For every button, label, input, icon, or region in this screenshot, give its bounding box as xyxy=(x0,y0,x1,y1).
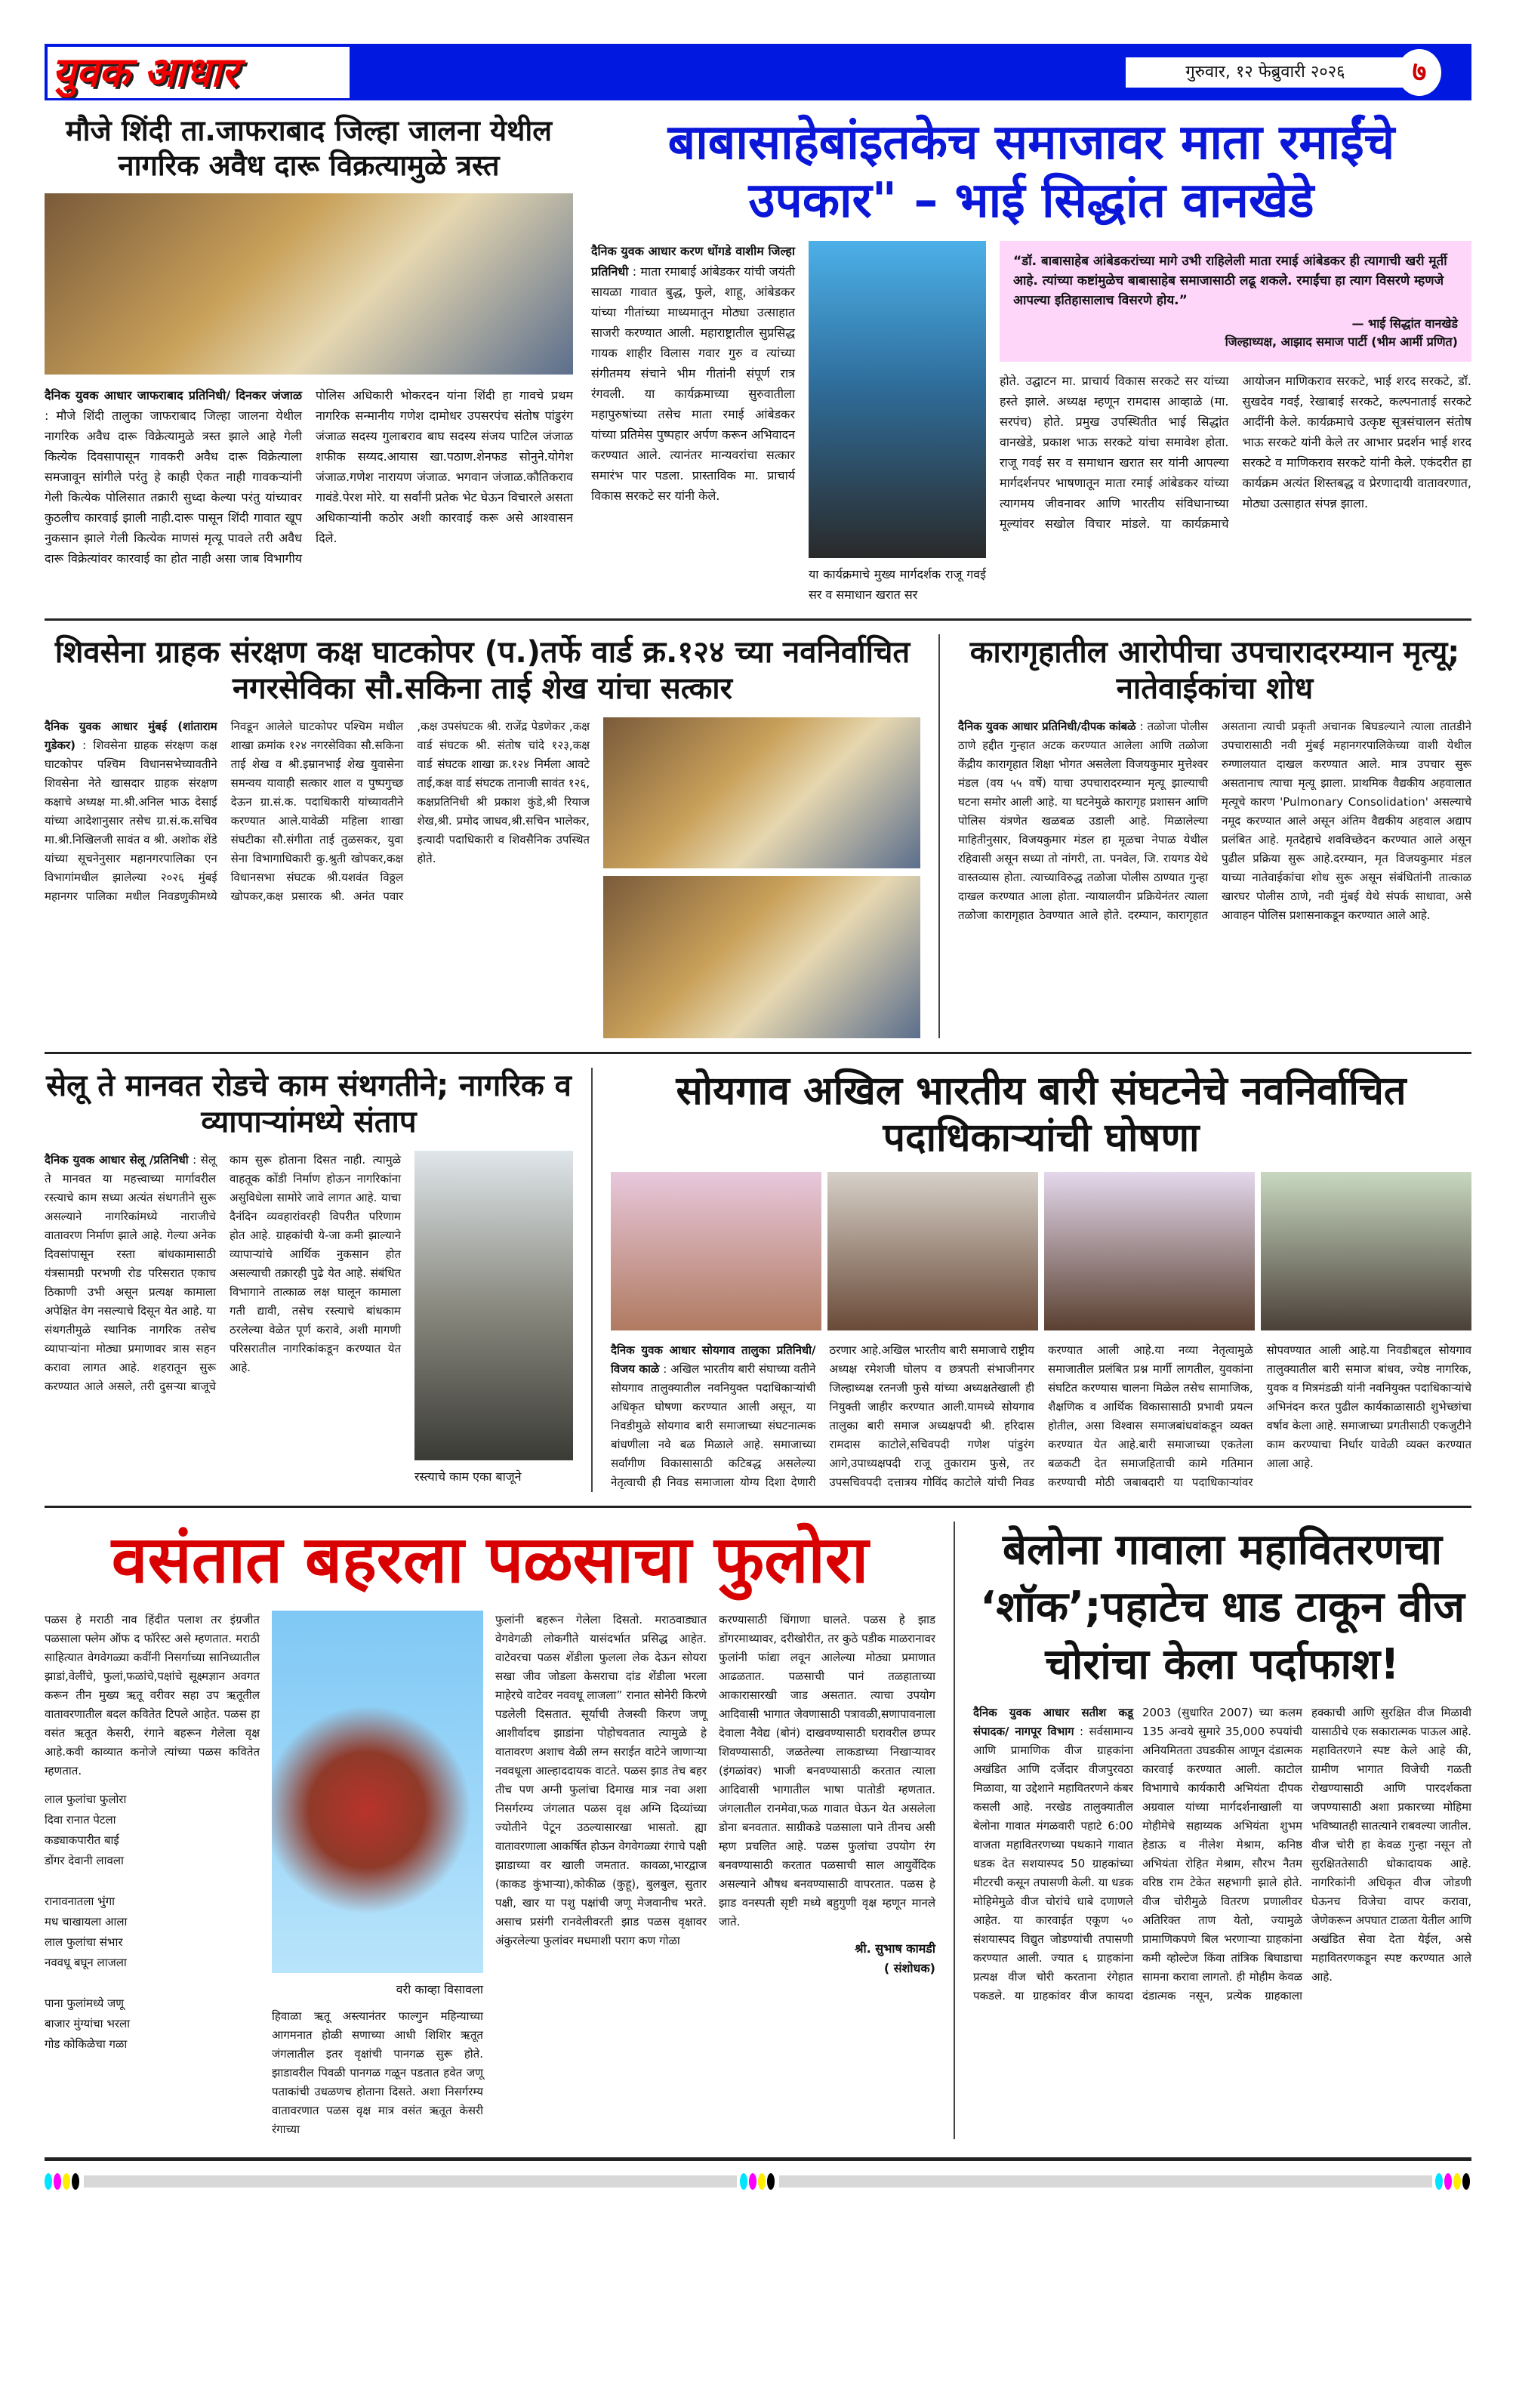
poem-line: पाना फुलांमध्ये जणू xyxy=(45,1996,125,2010)
article-body: हिवाळा ऋतू अस्त्यानंतर फाल्गुन महिन्याच्या आगमनात होळी सणाच्या आधी शिशिर ऋतूत जंगलातील इतर वृक्षांची पानगळ सुरू होते. झाडावरील पिवळी पानगळ गळून पडतात हवेत जणू पताकांची उधळणच होताना दिसते. अशा निसर्गरम्य वातावरणात पळस वृक्ष मात्र वसंत ऋतूत केसरी रंगाच्या xyxy=(272,2009,483,2136)
poem-line: रानावनातला भुंगा xyxy=(45,1894,116,1908)
article-photo xyxy=(603,717,920,868)
section-row xyxy=(45,634,1471,1038)
article-body xyxy=(591,241,795,506)
poem-line: लाल फुलांचा फुलोरा xyxy=(45,1792,127,1806)
column xyxy=(272,1611,483,2139)
newspaper-page xyxy=(45,0,1471,2214)
portrait-photo xyxy=(611,1172,821,1330)
article-text: या कार्यक्रमाचे आयोजन माणिकराव सरकटे, भाई शरद सरकटे, डॉ. सुखदेव गवई, रेखाबाई सरकटे, कल्पनाताई सरकटे आदींनी केले. कार्यक्रमाचे उत्कृष्ट सूत्रसंचालन संतोष भाऊ सरकटे यांनी केले तर आभार प्रदर्शन भाई शरद सरकटे व माणिकराव सरकटे यांनी केले. एकंदरीत हा कार्यक्रम अत्यंत शिस्तबद्ध व प्रेरणादायी वातावरणात, मोठ्या उत्साहात संपन्न झाला. xyxy=(1160,373,1471,531)
article-text: : शिवसेना ग्राहक संरक्षण कक्ष घाटकोपर पश्चिम विधानसभेच्यावतीने शिवसेना नेते खासदार ग्राहक संरक्षण कक्षाचे अध्यक्ष मा.श्री.अनिल भाऊ देसाई यांच्या आदेशानुसार तसेच ग्रा.सं.क.सचिव मा.श्री.निखिलजी सावंत व श्री. अशोक शेंडे यांच्या सूचनेनुसार महानगरपालिका एन विभागांमधील झालेल्या २०२६ मुंबई महानगर पालिका मधील निवडणुकीमध्ये निवडून आलेले घाटकोपर पश्चिम मधील शाखा क्रमांक १२४ नगरसेविका सौ.सकिना ताई शेख व श्री.इम्रानभाई शेख युवासेना समन्वय यावाही सत्कार शाल व पुष्पगुच्छ देऊन ग्रा.सं.क. पदाधिकारी यांच्यावतीने करण्यात आले.यावेळी महिला शाखा संघटीका सौ.संगीता ताई तुळसकर, युवा सेना विभागाधिकारी कु.श्रुती खोपकर,कक्ष विधानसभा संघटक श्री.यशवंत विठ्ठल खोपकर,कक्ष प्रसारक श्री. अनंत पवार ,कक्ष उपसंघटक श्री. राजेंद्र पेडणेकर ,कक्ष वार्ड संघटक श्री. संतोष चांदे १२३,कक्ष वार्ड संघटक शाखा क्र.१२४ निर्मला आवटे ताई,कक्ष वार्ड संघटक तानाजी सावंत १२६, कक्षप्रतिनिधी श्री प्रकाश कुंडे,श्री रियाज शेख,श्री. प्रमोद जाधव,श्री.सचिन भालेकर, इत्यादी पदाधिकारी व शिवसैनिक उपस्थित होते. xyxy=(45,719,590,903)
portrait-row xyxy=(611,1172,1471,1330)
photo-caption: या कार्यक्रमाचे मुख्य मार्गदर्शक राजू गवई सर व समाधान खरात सर xyxy=(809,566,986,602)
poem-line: नववधू बघून लाजला xyxy=(45,1955,127,1969)
section-row xyxy=(45,1522,1471,2138)
author-name: श्री. सुभाष कामडी xyxy=(855,1941,935,1956)
article-text: : सर्वसामान्य आणि प्रामाणिक वीज ग्राहकांना अखंडित आणि दर्जेदार वीजपुरवठा मिळावा, या उद्देशाने महावितरणने कंबर कसली आहे. नरखेड तालुक्यातील बेलोना गावात मंगळवारी पहाटे 6:00 वाजता महावितरणच्या पथकाने गावात धडक देत सशयास्पद 50 ग्राहकांच्या मीटरची कसून तपासणी केली. या धडक मोहिमेमुळे वीज चोरांचे धाबे दणाणले आहेत. या कारवाईत एकूण ५० संशयास्पद विद्युत जोडण्यांची तपासणी करण्यात आली. ज्यात ६ ग्राहकांना प्रत्यक्ष वीज चोरी करताना रंगेहात पकडले. या ग्राहकांवर वीज कायदा 2003 (सुधारित 2007) च्या कलम 135 अन्वये सुमारे 35,000 रुपयांची अनियमितता उघडकीस आणून दंडात्मक कारवाई करण्यात आली. काटोल विभागाचे कार्यकारी अभियंता दीपक अग्रवाल यांच्या मार्गदर्शनाखाली या मोहीमेचे सहाय्यक अभियंता शुभम हेडाऊ व नीलेश मेश्राम, कनिष्ठ अभियंता रोहित मेश्राम, सौरभ नैतम वरिष्ठ राम टेकेत सहभागी झाले होते. वीज चोरीमुळे वितरण प्रणालीवर अतिरिक्त ताण येतो, ज्यामुळे प्रामाणिकपणे बिल भरणाऱ्या ग्राहकांना कमी व्होल्टेज किंवा तांत्रिक बिघाडाचा सामना करावा लागतो. ही मोहीम केवळ दंडात्मक नसून, प्रत्येक ग्राहकाला हक्काची आणि सुरक्षित वीज मिळावी यासाठीचे एक सकारात्मक पाऊल आहे. महावितरणने स्पष्ट केले आहे की, ग्रामीण भागात विजेची गळती रोखण्यासाठी आणि पारदर्शकता जपण्यासाठी अशा प्रकारच्या मोहिमा भविष्यातही सातत्याने राबवल्या जातील. वीज चोरी हा केवळ गुन्हा नसून तो सुरक्षिततेसाठी धोकादायक आहे. नागरिकांनी अधिकृत वीज जोडणी घेऊनच विजेचा वापर करावा, जेणेकरून अपघात टाळता येतील आणि अखंडित सेवा देता येईल, असे महावितरणकडून स्पष्ट करण्यात आले आहे. xyxy=(973,1706,1471,2003)
article-headline: वसंतात बहरला पळसाचा फुलोरा xyxy=(111,1522,869,1599)
article-ramai xyxy=(591,114,1471,605)
column-rule xyxy=(954,1522,955,2138)
poem-line: कड्याकपारीत बाई xyxy=(45,1833,119,1847)
divider xyxy=(45,618,1471,621)
divider xyxy=(45,1052,1471,1054)
section-row xyxy=(45,114,1471,605)
article-body: करण्यासाठी धिंगाणा घालते. पळस हे झाड डोंगरमाथ्यावर, दरीखोरीत, तर कुठे पडीक माळरानावर फुलांनी फांद्या लवून आलेल्या मोठ्या प्रमाणात आढळतात. पळसाची पानं तळहाताच्या आकारासारखी जाड असतात. त्याचा उपयोग आदिवासी भागात जेवणासाठी पत्रावळी,सणापावनाला देवाला नैवेद्य (बोनं) दाखवण्यासाठी घरावरील छप्पर शिवण्यासाठी, जळतेल्या लाकडाच्या निखाऱ्यावर (इंगळांवर) भाजी बनवण्यासाठी करतात त्याला आदिवासी भागातील भाषा पातोडी म्हणतात. जंगलातील रानमेवा,फळ गावात घेऊन येत असलेला डोना बनवतात. साग्रीकडे पळसाला पाने तीनच असी म्हण प्रचलित आहे. पळस फुलांचा उपयोग रंग बनवण्यासाठी करतात पळसाची साल आयुर्वेदिक असल्याने औषध बनवण्यासाठी वापरतात. पळस हे झाड वनस्पती सृष्टी मध्ये बहुगुणी वृक्ष म्हणून मानले जाते. xyxy=(719,1612,935,1929)
article-body xyxy=(1000,371,1471,534)
article-text: : अखिल भारतीय बारी संघाच्या वतीने सोयगाव तालुक्यातील नवनियुक्त पदाधिकाऱ्यांची अधिकृत घोषणा करण्यात आली असून, या निवडीमुळे सोयगाव बारी समाजाच्या संघटनात्मक बांधणीला नवे बळ मिळाले आहे. समाजाच्या सर्वांगीण विकासासाठी कटिबद्ध असलेल्या नेतृत्वाची ही निवड समाजाला योग्य दिशा देणारी ठरणार आहे.अखिल भारतीय बारी समाजाचे राष्ट्रीय अध्यक्ष रमेशजी घोलप व छत्रपती संभाजीनगर जिल्हाध्यक्ष रतनजी फुसे यांच्या अध्यक्षतेखाली ही नियुक्ती जाहीर करण्यात आली.यामध्ये सोयगाव तालुका बारी समाज अध्यक्षपदी श्री. हरिदास रामदास काटोले,सचिवपदी गणेश पांडुरंग आगे,उपाध्यक्षपदी राजू तुकाराम फुसे, तर उपसचिवपदी दत्तात्रय गोविंद काटोले यांची निवड करण्यात आली आहे.या नव्या नेतृत्वामुळे समाजातील प्रलंबित प्रश्न मार्गी लागतील, युवकांना संघटित करण्यास चालना मिळेल तसेच सामाजिक, शैक्षणिक व आर्थिक विकासासाठी प्रभावी प्रयत्न होतील, असा विश्वास समाजबांधवांकडून व्यक्त करण्यात येत आहे.बारी समाजाच्या एकतेला बळकटी देत समाजहिताची कामे गतिमान करण्याची मोठी जबाबदारी या पदाधिकाऱ्यांवर सोपवण्यात आली आहे.या निवडीबद्दल सोयगाव तालुक्यातील बारी समाज बांधव, ज्येष्ठ नागरिक, युवक व मित्रमंडळी यांनी नवनियुक्त पदाधिकाऱ्यांचे अभिनंदन करत पुढील कार्यकाळासाठी शुभेच्छांचा वर्षाव केला आहे. समाजाच्या प्रगतीसाठी एकजुटीने काम करण्याचा निर्धार यावेळी व्यक्त करण्यात आला आहे. xyxy=(611,1343,1471,1490)
author-role: ( संशोधक) xyxy=(883,1960,935,1975)
byline: दैनिक युवक आधार प्रतिनिधी/दीपक कांबळे xyxy=(958,719,1136,733)
divider xyxy=(45,1506,1471,1508)
article-shindi xyxy=(45,114,573,569)
photo-block xyxy=(414,1151,573,1487)
poem-line: मध चाखायला आला xyxy=(45,1914,128,1929)
byline: दैनिक युवक आधार मुंबई (शांताराम गुडेकर) xyxy=(45,719,217,752)
article-columns xyxy=(45,1611,935,2139)
article-headline: मौजे शिंदी ता.जाफराबाद जिल्हा जालना येथील नागरिक अवैध दारू विक्रत्यामुळे त्रस्त xyxy=(65,114,553,182)
photo-caption: रस्त्याचे काम एका बाजूने xyxy=(414,1469,522,1484)
article-text: : तळोजा पोलीस ठाणे हद्दीत गुन्हात अटक करण्यात आलेला आणि तळोजा केंद्रीय कारागृहात शिक्षा भोगत असलेला विजयकुमार मुत्तेश्वर मंडल (वय ५५ वर्षे) याचा उपचारादरम्यान मृत्यू झाल्याची घटना समोर आली आहे. या घटनेमुळे कारागृह प्रशासन आणि पोलिस यंत्रणेत खळबळ उडाली आहे. मिळालेल्या माहितीनुसार, विजयकुमार मंडल हा मूळचा नेपाळ येथील रहिवासी असून सध्या तो नांगरी, ता. पनवेल, जि. रायगड येथे वास्तव्यास होता. त्याच्याविरुद्ध तळोजा पोलीस ठाण्यात गुन्हा दाखल करण्यात आला होता. न्यायालयीन प्रक्रियेनंतर त्याला तळोजा कारागृहात ठेवण्यात आले होते. दरम्यान, कारागृहात असताना त्याची प्रकृती अचानक बिघडल्याने त्याला तातडीने उपचारासाठी नवी मुंबई महानगरपालिकेच्या वाशी येथील रुग्णालयात दाखल करण्यात आले. मात्र उपचार सुरू असतानाच त्याचा मृत्यू झाला. प्राथमिक वैद्यकीय अहवालात मृत्यूचे कारण 'Pulmonary Consolidation' असल्याचे नमूद करण्यात आले असून अंतिम वैद्यकीय अहवाल अद्याप प्रलंबित आहे. मृतदेहाचे शवविच्छेदन करण्यात आले असून पुढील प्रक्रिया सुरू आहे.दरम्यान, मृत विजयकुमार मंडल याच्या नातेवाईकांचा शोध सुरू असून संबंधितांनी तात्काळ खारघर पोलीस ठाणे, नवी मुंबई येथे संपर्क साधावा, असे आवाहन पोलिस प्रशासनाकडून करण्यात आले आहे. xyxy=(958,719,1471,922)
masthead-bar xyxy=(45,44,1471,100)
article-body xyxy=(958,717,1471,925)
poem-line: बाजार मुंग्यांचा भरला xyxy=(45,2016,131,2030)
photo-stack xyxy=(603,717,920,1038)
article-headline: सोयगाव अखिल भारतीय बारी संघटनेचे नवनिर्वाचित पदाधिकाऱ्यांची घोषणा xyxy=(676,1068,1407,1161)
poem-line: दिवा रानात पेटला xyxy=(45,1812,116,1827)
byline: दैनिक युवक आधार सेलू /प्रतिनिधी xyxy=(45,1152,189,1167)
photo-block xyxy=(809,241,986,605)
article-body: पळस हे मराठी नाव हिंदीत पलाश तर इंग्रजीत पळसाला फ्लेम ऑफ द फॉरेस्ट असे म्हणतात. मराठी साहित्यात वेगवेगळ्या कवींनी निसर्गाच्या सानिध्यातील झाडां,वेलींचे, फुलां,फळांचे,पक्षांचे सूक्ष्मज्ञान अवगत करून तीन मुख्य ऋतू वरीवर सहा उप ऋतूतील वातावरणातील बदल कवितेत टिपले आहेत. पळस हा वसंत ऋतूत केसरी, रंगाने बहरून गेलेला वृक्ष आहे.कवी काव्यात कनोजे त्यांच्या पळस कवितेत म्हणतात. xyxy=(45,1612,260,1777)
article-headline: सेलू ते मानवत रोडचे काम संथगतीने; नागरिक व व्यापाऱ्यांमध्ये संताप xyxy=(46,1068,572,1139)
footer-rule xyxy=(45,2157,1471,2161)
road-work-photo xyxy=(414,1151,573,1460)
article-text: : मौजे शिंदी तालुका जाफराबाद जिल्हा जालना येथील नागरिक अवैध दारू विक्रेत्यामुळे त्रस्त झाले आहे गेली कित्येक दिवसापासून गावकरी अवैध दारू विक्रेत्याला समजावून सांगीले परंतु हे काही ऐकत नाही गावकऱ्यांनी गेली कित्येक पोलिसात तक्रारी सुध्दा केल्या परंतु यांच्यावर कुठलीच कारवाई झाली नाही.दारू पासून शिंदी गावात खूप नुकसान झाले गेली कित्येक माणसं मृत्यू पावले तरी अवैध दारू विक्रेत्यांवर कारवाई का होत नाही असा जाब विभागीय पोलिस अधिकारी भोकरदन यांना शिंदी हा गावचे प्रथम नागरिक सन्मानीय गणेश दामोधर उपसरपंच संतोष पांडुरंग जंजाळ सदस्य गुलाबराव बाघ सदस्य संजय पाटिल जंजाळ शफीक सय्यद.आयास खा.पठाण.शेनफड सोनुने.योगेश जंजाळ.गणेश नारायण जंजाळ. भगवान जंजाळ.कौतिकराव गावंडे.पेरश मोरे. या सर्वांनी प्रतेक भेट घेऊन विचारले असता अधिकाऱ्यांनी कठोर अशी कारवाई करू असे आश्वासन दिले. xyxy=(45,388,573,566)
article-photo xyxy=(603,876,920,1038)
author xyxy=(719,1939,935,1978)
article-bari xyxy=(611,1068,1471,1493)
byline: दैनिक युवक आधार करण धोंगडे वाशीम जिल्हा प्रतिनिधी xyxy=(591,243,795,279)
issue-date: गुरुवार, १२ फेब्रुवारी २०२६ xyxy=(1126,57,1405,88)
quote-author: — भाई सिद्धांत वानखेडे xyxy=(1351,316,1458,331)
article-headline: कारागृहातील आरोपीचा उपचारादरम्यान मृत्यू; नातेवाईकांचा शोध xyxy=(969,634,1460,706)
article-body xyxy=(973,1703,1471,2006)
portrait-photo xyxy=(1044,1172,1255,1330)
article-jail xyxy=(958,634,1471,925)
print-color-bar xyxy=(45,2172,1471,2191)
article-text: : माता रमाबाई आंबेडकर यांची जयंती सायळा गावात बुद्ध, फुले, शाहू, आंबेडकर यांच्या गीतांच्या माध्यमातून मोठ्या उत्साहात साजरी करण्यात आली. महाराष्ट्रातील सुप्रसिद्ध गायक शाहीर विलास गवार गुरु व त्यांच्या संगीतमय संचाने भीम गीतांनी संपूर्ण रात्र रंगवली. xyxy=(591,264,795,401)
poem-line: डोंगर देवानी लावला xyxy=(45,1853,124,1867)
article-body: फुलांनी बहरून गेलेला दिसतो. मराठवाड्यात वेगवेगळी लोकगीते यासंदर्भात प्रसिद्ध आहेत. वाटेवरचा पळस शेंडीला फुलला लेक देऊन सोयरा सखा जीव जोडला केसराचा दांड शेंडीला भरला माहेरचे वाटेवर नववधू लाजला” रानात सोनेरी किरणे पडलेली दिसतात. सूर्याची तेजस्वी किरण जणू आशीर्वादच झाडांना पोहोचवतात त्यामुळे हे वातावरण अशाच वेळी लग्न सराईत वाटेने जाणाऱ्या नववधूला आल्हाददायक वाटते. पळस झाड तेच बहर तीच पण अग्नी फुलांचा दिमाख मात्र नवा अशा निसर्गरम्य जंगलात पळस वृक्ष अग्नि दिव्यांच्या ज्योतीने पेटून उठल्यासारखा भासतो. ह्या वातावरणाला आकर्षित होऊन वेगवेगळ्या रंगाचे पक्षी झाडाच्या वर खाली जमतात. कावळा,भारद्वाज (काकड कुंभाऱ्या),कोकीळ (कुहू), बुलबुल, सुतार पक्षी, खार या पशु पक्षांची जणू मेजवानीच भरते. असाच प्रसंगी रानवेलीवरती झाड पळस वृक्षावर अंकुरलेल्या फुलांवर मधमाशी पराग कण गोळा xyxy=(495,1612,707,1947)
pull-quote xyxy=(1000,241,1471,362)
byline: दैनिक युवक आधार जाफराबाद प्रतिनिधी/ दिनकर जंजाळ xyxy=(45,388,302,403)
column-rule xyxy=(938,634,940,1038)
portrait-photo xyxy=(827,1172,1038,1330)
article-photo xyxy=(45,193,573,375)
article-road xyxy=(45,1068,573,1487)
article-headline: शिवसेना ग्राहक संरक्षण कक्ष घाटकोपर (प.)तर्फे वार्ड क्र.१२४ च्या नवनिर्वाचित नगरसेविका सौ.सकिना ताई शेख यांचा सत्कार xyxy=(54,634,911,706)
section-row xyxy=(45,1068,1471,1493)
photo-caption: वरी काव्हा विसावला xyxy=(396,1981,483,1996)
byline: दैनिक युवक आधार सतीश कडू संपादक/ नागपूर विभाग xyxy=(973,1706,1133,1739)
article-text: या कार्यक्रमाच्या सुरुवातीला महापुरुषांच्या तसेच माता रमाई आंबेडकर यांच्या प्रतिमेस पुष्पहार अर्पण करून अभिवादन करण्यात आले. त्यानंतर मान्यवरांचा सत्कार समारंभ पार पडला. प्रास्ताविक मा. प्राचार्य विकास सरकटे सर यांनी केले. xyxy=(591,386,795,503)
article-body xyxy=(45,717,590,906)
palash-flower-photo xyxy=(272,1611,483,1973)
article-belona xyxy=(973,1522,1471,2006)
article-text: होते. उद्घाटन मा. प्राचार्य विकास सरकटे सर यांच्या हस्ते झाले. अध्यक्ष म्हणून रामदास आव्हाळे (मा. सरपंच) होते. प्रमुख उपस्थितीत भाई सिद्धांत वानखेडे, प्रकाश भाऊ सरकटे यांचा समावेश होता. राजू गवई सर व समाधान खरात सर यांनी आपल्या मार्गदर्शनपर भाषणातून माता रमाई आंबेडकर यांच्या त्यागमय जीवनावर आणि भारतीय संविधानाच्या मूल्यांवर सखोल विचार मांडले. xyxy=(1000,373,1229,531)
poem xyxy=(45,1790,260,2055)
article-shivsena xyxy=(45,634,920,1038)
poem-line: गोड कोकिळेचा गळा xyxy=(45,2036,128,2051)
column xyxy=(719,1611,935,1978)
byline: दैनिक युवक आधार सोयगाव तालुका प्रतिनिधी/ विजय काळे xyxy=(611,1343,816,1377)
quote-text: “डॉ. बाबासाहेब आंबेडकरांच्या मागे उभी राहिलेली माता रमाई आंबेडकर ही त्यागाची खरी मूर्ती आहे. त्यांच्या कष्टांमुळेच बाबासाहेब समाजासाठी लढू शकले. रमाईंचा हा त्याग विसरणे म्हणजे आपल्या इतिहासालाच विसरणे होय.” xyxy=(1013,253,1447,308)
article-headline: बाबासाहेबांइतकेच समाजावर माता रमाईंचे उपकार" – भाई सिद्धांत वानखेडे xyxy=(667,115,1395,229)
event-photo xyxy=(809,241,986,558)
portrait-photo xyxy=(1261,1172,1471,1330)
article-columns xyxy=(591,241,1471,605)
page-number: ७ xyxy=(1397,49,1441,96)
newspaper-logo: युवक आधार xyxy=(48,47,350,98)
article-body xyxy=(611,1341,1471,1492)
poem-line: लाल फुलांचा संभार xyxy=(45,1935,123,1949)
article-palash xyxy=(45,1522,935,2138)
quote-block xyxy=(1000,241,1471,534)
article-headline: बेलोना गावाला महावितरणचा ‘शॉक’;पहाटेच धाड टाकून वीज चोरांचा केला पर्दाफाश! xyxy=(980,1525,1465,1689)
article-body xyxy=(45,385,573,569)
article-columns xyxy=(45,1151,573,1487)
quote-role: जिल्हाध्यक्ष, आझाद समाज पार्टी (भीम आर्मी प्रणित) xyxy=(1225,334,1458,349)
column-rule xyxy=(591,1068,593,1493)
article-text: : सेलू ते मानवत या महत्त्वाच्या मार्गावरील रस्त्याचे काम सध्या अत्यंत संथगतीने सुरू असल्याने नागरिकांमध्ये नाराजीचे वातावरण निर्माण झाले आहे. गेल्या अनेक दिवसांपासून रस्ता बांधकामासाठी यंत्रसामग्री परभणी रोड परिसरात एकाच ठिकाणी उभी असून प्रत्यक्ष कामाला अपेक्षित वेग नसल्याचे दिसून येत आहे. या संथगतीमुळे स्थानिक नागरिक तसेच व्यापाऱ्यांना मोठ्या प्रमाणावर त्रास सहन करावा लागत आहे. शहरातून सुरू करण्यात आले असले, तरी दुसऱ्या बाजूचे काम सुरू होताना दिसत नाही. त्यामुळे वाहतूक कोंडी निर्माण होऊन नागरिकांना असुविधेला सामोरे जावे लागत आहे. याचा दैनंदिन व्यवहारांवरही विपरीत परिणाम होत आहे. ग्राहकांची ये-जा कमी झाल्याने व्यापाऱ्यांचे आर्थिक नुकसान होत असल्याची तक्रारही पुढे येत आहे. संबंधित विभागाने तात्काळ लक्ष घालून कामाला गती द्यावी, तसेच रस्त्याचे बांधकाम ठरलेल्या वेळेत पूर्ण करावे, अशी मागणी परिसरातील नागरिकांकडून करण्यात येत आहे. xyxy=(45,1152,401,1393)
article-columns xyxy=(45,717,920,1038)
article-body xyxy=(45,1151,401,1396)
column xyxy=(45,1611,260,2055)
